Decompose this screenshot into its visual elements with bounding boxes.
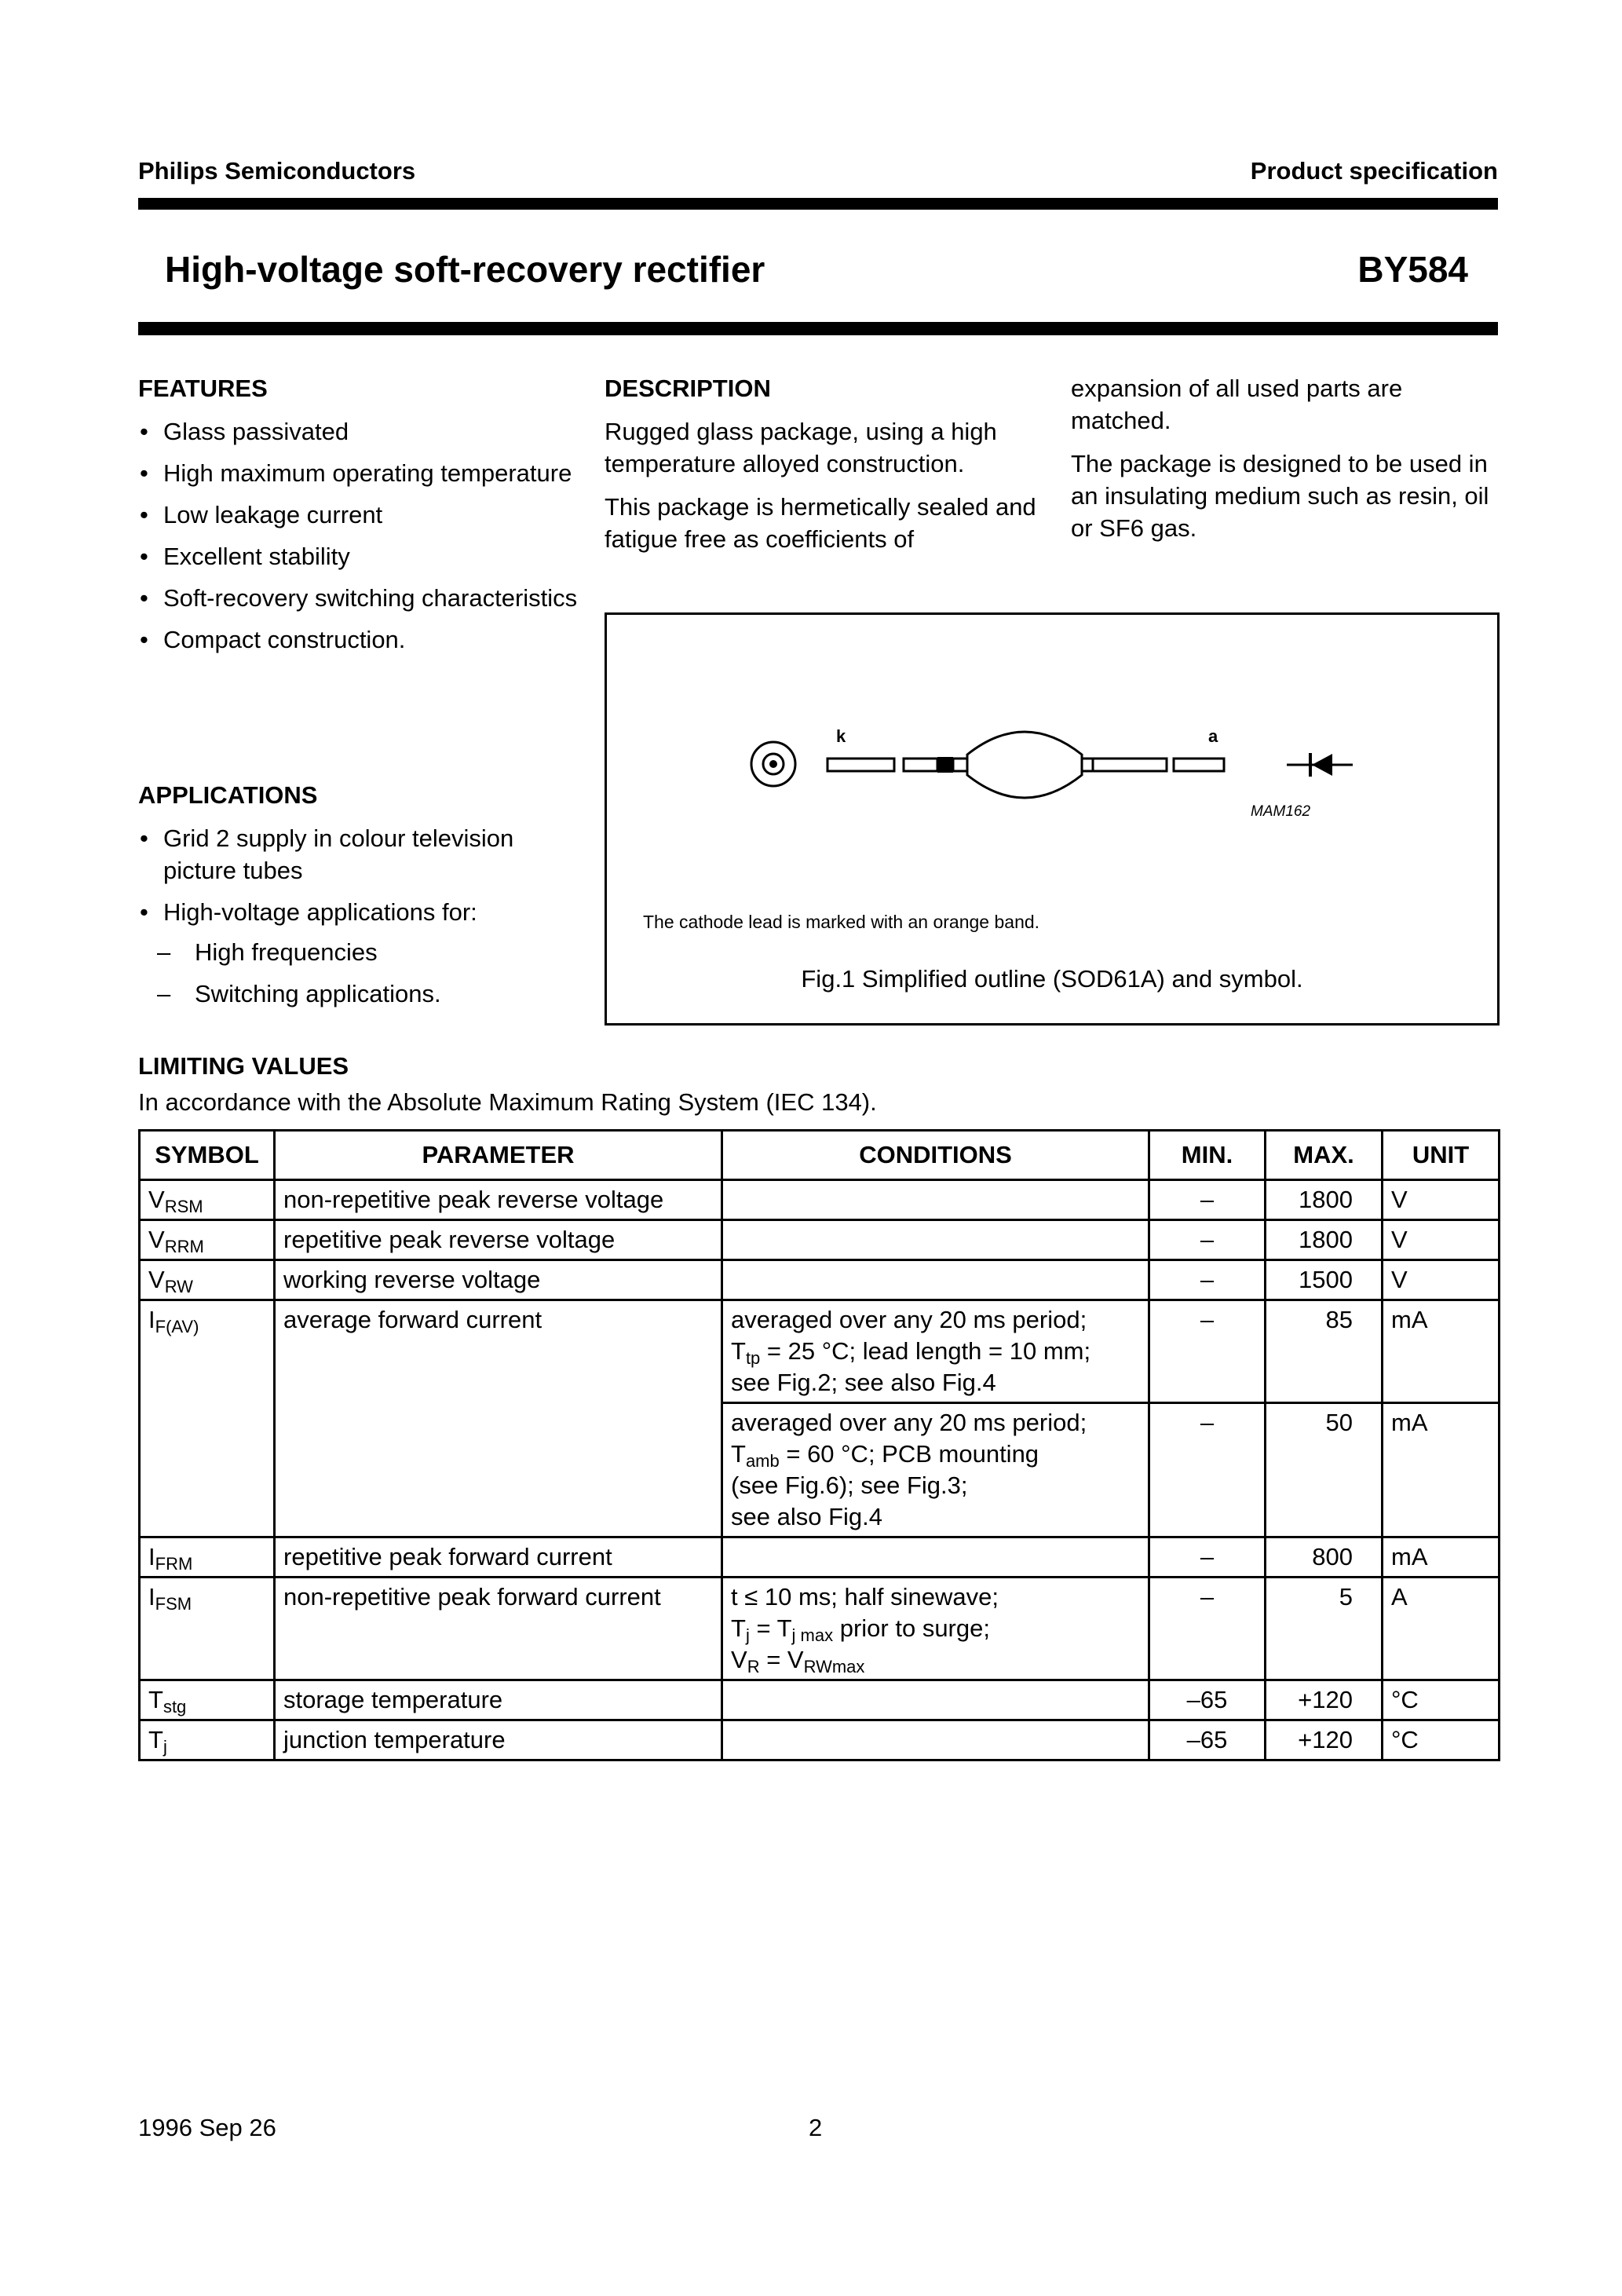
parameter-cell: average forward current <box>275 1300 722 1537</box>
parameter-cell: junction temperature <box>275 1720 722 1760</box>
package-outline-drawing <box>607 615 1497 898</box>
unit-cell: mA <box>1383 1537 1500 1578</box>
end-view-icon <box>751 742 795 786</box>
min-cell: – <box>1149 1260 1266 1300</box>
limiting-values-subtitle: In accordance with the Absolute Maximum Rating System (IEC 134). <box>138 1088 877 1116</box>
list-item: • Soft-recovery switching characteristics <box>138 582 578 614</box>
min-cell: – <box>1149 1578 1266 1680</box>
max-cell: 85 <box>1266 1300 1383 1403</box>
max-cell: 50 <box>1266 1403 1383 1537</box>
parameter-cell: repetitive peak reverse voltage <box>275 1220 722 1260</box>
min-cell: – <box>1149 1300 1266 1403</box>
conditions-cell <box>722 1680 1149 1720</box>
column-header: PARAMETER <box>275 1131 722 1180</box>
cathode-label: k <box>836 726 846 746</box>
max-cell: 1800 <box>1266 1220 1383 1260</box>
features-list <box>138 415 578 656</box>
description-paragraph: This package is hermetically sealed and fatigue free as coefficients of <box>605 493 1036 553</box>
max-cell: 1800 <box>1266 1180 1383 1220</box>
applications-section <box>138 779 578 1019</box>
table-row <box>140 1180 1500 1220</box>
figure-code: MAM162 <box>1251 803 1311 820</box>
column-header: UNIT <box>1383 1131 1500 1180</box>
unit-cell: V <box>1383 1260 1500 1300</box>
header-rule <box>138 198 1498 210</box>
symbol-cell: $T_j$ <box>140 1720 275 1760</box>
unit-cell: V <box>1383 1180 1500 1220</box>
title-rule <box>138 322 1498 335</box>
min-cell: – <box>1149 1220 1266 1260</box>
figure-note: The cathode lead is marked with an orange band. <box>643 912 1040 932</box>
list-item: • Compact construction. <box>138 623 578 656</box>
features-section <box>138 372 578 665</box>
conditions-cell <box>722 1260 1149 1300</box>
symbol-cell: $T_{stg}$ <box>140 1680 275 1720</box>
list-item: • Low leakage current <box>138 499 578 531</box>
symbol-cell: $I_{FRM}$ <box>140 1537 275 1578</box>
parameter-cell: repetitive peak forward current <box>275 1537 722 1578</box>
table-row <box>140 1260 1500 1300</box>
features-heading: FEATURES <box>138 375 268 402</box>
conditions-cell <box>722 1180 1149 1220</box>
description-heading: DESCRIPTION <box>605 375 771 402</box>
max-cell: 5 <box>1266 1578 1383 1680</box>
applications-list <box>138 822 578 928</box>
conditions-cell <box>722 1720 1149 1760</box>
min-cell: – <box>1149 1537 1266 1578</box>
footer-date: 1996 Sep 26 <box>138 2114 276 2141</box>
figure-caption: Fig.1 Simplified outline (SOD61A) and symbol. <box>801 965 1303 993</box>
unit-cell: V <box>1383 1220 1500 1260</box>
column-header: CONDITIONS <box>722 1131 1149 1180</box>
conditions-cell <box>722 1537 1149 1578</box>
applications-heading: APPLICATIONS <box>138 781 318 809</box>
max-cell: +120 <box>1266 1680 1383 1720</box>
company-name: Philips Semiconductors <box>138 157 416 185</box>
list-item: – High frequencies <box>195 936 578 968</box>
table-row <box>140 1220 1500 1260</box>
description-section <box>605 372 1036 566</box>
description-paragraph: The package is designed to be used in an insulating medium such as resin, oil or SF6 gas. <box>1071 450 1489 542</box>
conditions-cell: averaged over any 20 ms period; $T_{tp} = 25$ °C; lead length = 10 mm; see Fig.2; see also Fig.4 <box>722 1300 1149 1403</box>
list-item: • Grid 2 supply in colour television picture tubes <box>138 822 578 887</box>
list-item: • High maximum operating temperature <box>138 457 578 489</box>
parameter-cell: non-repetitive peak reverse voltage <box>275 1180 722 1220</box>
figure-box <box>605 612 1500 1026</box>
parameter-cell: storage temperature <box>275 1680 722 1720</box>
table-row <box>140 1720 1500 1760</box>
symbol-cell: $V_{RRM}$ <box>140 1220 275 1260</box>
symbol-cell: $V_{RW}$ <box>140 1260 275 1300</box>
column-header: MAX. <box>1266 1131 1383 1180</box>
conditions-cell: t ≤ 10 ms; half sinewave; $T_j = T_{j max}$ prior to surge; $V_R = V_{RWmax}$ <box>722 1578 1149 1680</box>
min-cell: – <box>1149 1403 1266 1537</box>
document-type: Product specification <box>1250 157 1498 185</box>
page-title: High-voltage soft-recovery rectifier <box>165 249 765 290</box>
description-continued <box>1071 372 1495 555</box>
unit-cell: °C <box>1383 1680 1500 1720</box>
page-number: 2 <box>809 2114 823 2141</box>
package-side-view <box>827 732 1224 798</box>
symbol-cell: $I_{F(AV)}$ <box>140 1300 275 1537</box>
min-cell: –65 <box>1149 1680 1266 1720</box>
description-paragraph: Rugged glass package, using a high temperature alloyed construction. <box>605 418 997 477</box>
parameter-cell: non-repetitive peak forward current <box>275 1578 722 1680</box>
min-cell: – <box>1149 1180 1266 1220</box>
table-row <box>140 1537 1500 1578</box>
diode-symbol-icon <box>1287 753 1353 777</box>
unit-cell: A <box>1383 1578 1500 1680</box>
unit-cell: mA <box>1383 1403 1500 1537</box>
parameter-cell: working reverse voltage <box>275 1260 722 1300</box>
list-item: • Excellent stability <box>138 540 578 572</box>
table-row <box>140 1578 1500 1680</box>
anode-label: a <box>1208 726 1218 746</box>
table-row <box>140 1680 1500 1720</box>
unit-cell: °C <box>1383 1720 1500 1760</box>
conditions-cell: averaged over any 20 ms period; $T_{amb} = 60$ °C; PCB mounting (see Fig.6); see Fig.3; see also Fig.4 <box>722 1403 1149 1537</box>
column-header: SYMBOL <box>140 1131 275 1180</box>
limiting-values-heading: LIMITING VALUES <box>138 1052 349 1080</box>
min-cell: –65 <box>1149 1720 1266 1760</box>
conditions-cell <box>722 1220 1149 1260</box>
max-cell: 800 <box>1266 1537 1383 1578</box>
list-item: – Switching applications. <box>195 978 578 1010</box>
symbol-cell: $V_{RSM}$ <box>140 1180 275 1220</box>
list-item: • Glass passivated <box>138 415 578 448</box>
column-header: MIN. <box>1149 1131 1266 1180</box>
table-row <box>140 1300 1500 1403</box>
unit-cell: mA <box>1383 1300 1500 1403</box>
part-number: BY584 <box>1357 249 1468 290</box>
symbol-cell: $I_{FSM}$ <box>140 1578 275 1680</box>
limiting-values-table <box>138 1129 1500 1761</box>
max-cell: +120 <box>1266 1720 1383 1760</box>
cathode-band <box>937 757 953 773</box>
description-paragraph: expansion of all used parts are matched. <box>1071 375 1403 434</box>
applications-sublist <box>138 936 578 1010</box>
table-header-row <box>140 1131 1500 1180</box>
max-cell: 1500 <box>1266 1260 1383 1300</box>
list-item: • High-voltage applications for: <box>138 896 578 928</box>
